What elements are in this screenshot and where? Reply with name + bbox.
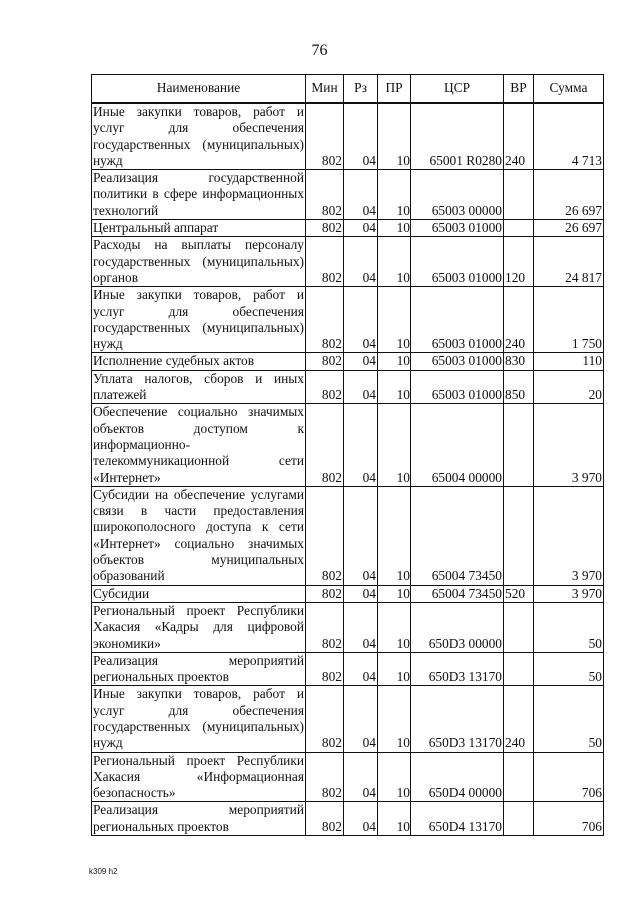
cell-csr: 650D4 13170	[411, 802, 504, 836]
cell-vr: 240	[504, 287, 534, 353]
cell-pr: 10	[378, 585, 411, 602]
cell-rz: 04	[344, 370, 378, 404]
header-rz: Рз	[344, 75, 378, 104]
header-row	[92, 75, 604, 104]
cell-name: Исполнение судебных актов	[92, 353, 306, 370]
cell-min: 802	[306, 404, 344, 486]
cell-vr	[504, 220, 534, 237]
cell-pr: 10	[378, 237, 411, 287]
footer-code: k309 h2	[89, 867, 118, 876]
cell-vr	[504, 652, 534, 686]
header-csr: ЦСР	[411, 75, 504, 104]
table-row	[92, 404, 604, 486]
cell-pr: 10	[378, 287, 411, 353]
cell-name: Региональный проект Республики Хакасия «Кадры для цифровой экономики»	[93, 602, 304, 651]
table-row	[92, 353, 604, 370]
cell-rz: 04	[344, 752, 378, 802]
cell-min: 802	[306, 370, 344, 404]
table-row	[92, 602, 604, 652]
cell-sum: 3 970	[534, 585, 604, 602]
cell-csr: 65003 01000	[411, 287, 504, 353]
cell-csr: 650D3 00000	[411, 602, 504, 652]
table-row	[92, 686, 604, 752]
cell-pr: 10	[378, 220, 411, 237]
cell-csr: 650D3 13170	[411, 652, 504, 686]
cell-rz: 04	[344, 220, 378, 237]
cell-csr: 65004 73450	[411, 486, 504, 585]
cell-name: Субсидии на обеспечение услугами связи в части предоставления широкополосного доступа к сети «Интернет» социально значимых объектов муниципальных образований	[93, 486, 304, 584]
cell-min: 802	[306, 802, 344, 836]
cell-rz: 04	[344, 602, 378, 652]
cell-vr: 240	[504, 103, 534, 170]
cell-name: Уплата налогов, сборов и иных платежей	[93, 370, 304, 403]
cell-rz: 04	[344, 103, 378, 170]
cell-name: Реализация мероприятий региональных проектов	[93, 652, 304, 685]
cell-rz: 04	[344, 802, 378, 836]
budget-table	[91, 74, 604, 836]
cell-min: 802	[306, 170, 344, 220]
table-row	[92, 103, 604, 170]
cell-name: Субсидии	[92, 585, 306, 602]
cell-sum: 110	[534, 353, 604, 370]
cell-min: 802	[306, 585, 344, 602]
cell-min: 802	[306, 287, 344, 353]
cell-name: Реализация государственной политики в сфере информационных технологий	[93, 170, 304, 218]
cell-name: Реализация мероприятий региональных проектов	[93, 802, 304, 834]
cell-sum: 3 970	[534, 486, 604, 585]
cell-rz: 04	[344, 170, 378, 220]
cell-vr: 850	[504, 370, 534, 404]
cell-pr: 10	[378, 404, 411, 486]
cell-name: Обеспечение социально значимых объектов доступом к информационно-телекоммуникационной сети «Интернет»	[93, 404, 304, 485]
cell-sum: 3 970	[534, 404, 604, 486]
header-pr: ПР	[378, 75, 411, 104]
table-row	[92, 287, 604, 353]
cell-sum: 4 713	[534, 103, 604, 170]
table-row	[92, 237, 604, 287]
cell-sum: 1 750	[534, 287, 604, 353]
cell-sum: 706	[534, 752, 604, 802]
cell-csr: 650D3 13170	[411, 686, 504, 752]
cell-vr	[504, 170, 534, 220]
cell-csr: 65004 73450	[411, 585, 504, 602]
cell-min: 802	[306, 220, 344, 237]
cell-sum: 24 817	[534, 237, 604, 287]
cell-pr: 10	[378, 652, 411, 686]
cell-min: 802	[306, 686, 344, 752]
cell-sum: 26 697	[534, 220, 604, 237]
cell-rz: 04	[344, 353, 378, 370]
cell-csr: 65003 01000	[411, 370, 504, 404]
cell-min: 802	[306, 652, 344, 686]
cell-pr: 10	[378, 602, 411, 652]
cell-name: Иные закупки товаров, работ и услуг для обеспечения государственных (муниципальных) нужд	[93, 104, 304, 168]
cell-pr: 10	[378, 752, 411, 802]
header-min: Мин	[306, 75, 344, 104]
cell-sum: 50	[534, 686, 604, 752]
cell-rz: 04	[344, 287, 378, 353]
cell-pr: 10	[378, 686, 411, 752]
table-body	[92, 103, 604, 836]
cell-vr: 830	[504, 353, 534, 370]
table-row	[92, 652, 604, 686]
cell-min: 802	[306, 486, 344, 585]
cell-sum: 50	[534, 602, 604, 652]
table-row	[92, 585, 604, 602]
cell-vr	[504, 752, 534, 802]
cell-min: 802	[306, 752, 344, 802]
cell-pr: 10	[378, 353, 411, 370]
cell-name: Расходы на выплаты персоналу государственных (муниципальных) органов	[93, 237, 304, 285]
cell-rz: 04	[344, 585, 378, 602]
cell-min: 802	[306, 103, 344, 170]
cell-rz: 04	[344, 404, 378, 486]
cell-csr: 65003 00000	[411, 170, 504, 220]
table-row	[92, 802, 604, 836]
cell-min: 802	[306, 602, 344, 652]
cell-pr: 10	[378, 486, 411, 585]
table-row	[92, 220, 604, 237]
table-row	[92, 170, 604, 220]
cell-vr	[504, 602, 534, 652]
cell-csr: 65003 01000	[411, 237, 504, 287]
cell-rz: 04	[344, 686, 378, 752]
cell-vr: 240	[504, 686, 534, 752]
cell-csr: 65001 R0280	[411, 103, 504, 170]
cell-sum: 26 697	[534, 170, 604, 220]
cell-pr: 10	[378, 170, 411, 220]
cell-pr: 10	[378, 370, 411, 404]
table-row	[92, 486, 604, 585]
cell-vr	[504, 802, 534, 836]
cell-vr: 520	[504, 585, 534, 602]
cell-rz: 04	[344, 652, 378, 686]
cell-pr: 10	[378, 103, 411, 170]
cell-name: Центральный аппарат	[92, 220, 306, 237]
cell-csr: 65004 00000	[411, 404, 504, 486]
cell-name: Иные закупки товаров, работ и услуг для обеспечения государственных (муниципальных) нужд	[93, 287, 304, 352]
cell-sum: 20	[534, 370, 604, 404]
cell-rz: 04	[344, 237, 378, 287]
table-row	[92, 752, 604, 802]
cell-rz: 04	[344, 486, 378, 585]
cell-vr	[504, 486, 534, 585]
header-vr: ВР	[504, 75, 534, 104]
cell-min: 802	[306, 353, 344, 370]
cell-csr: 65003 01000	[411, 220, 504, 237]
header-name: Наименование	[92, 75, 306, 104]
page-number: 76	[311, 42, 328, 59]
cell-vr	[504, 404, 534, 486]
cell-sum: 706	[534, 802, 604, 836]
cell-pr: 10	[378, 802, 411, 836]
cell-sum: 50	[534, 652, 604, 686]
cell-min: 802	[306, 237, 344, 287]
cell-name: Региональный проект Республики Хакасия «Информационная безопасность»	[93, 752, 304, 801]
table-row	[92, 370, 604, 404]
header-sum: Сумма	[534, 75, 604, 104]
cell-csr: 65003 01000	[411, 353, 504, 370]
cell-csr: 650D4 00000	[411, 752, 504, 802]
cell-vr: 120	[504, 237, 534, 287]
cell-name: Иные закупки товаров, работ и услуг для обеспечения государственных (муниципальных) нужд	[93, 686, 304, 751]
